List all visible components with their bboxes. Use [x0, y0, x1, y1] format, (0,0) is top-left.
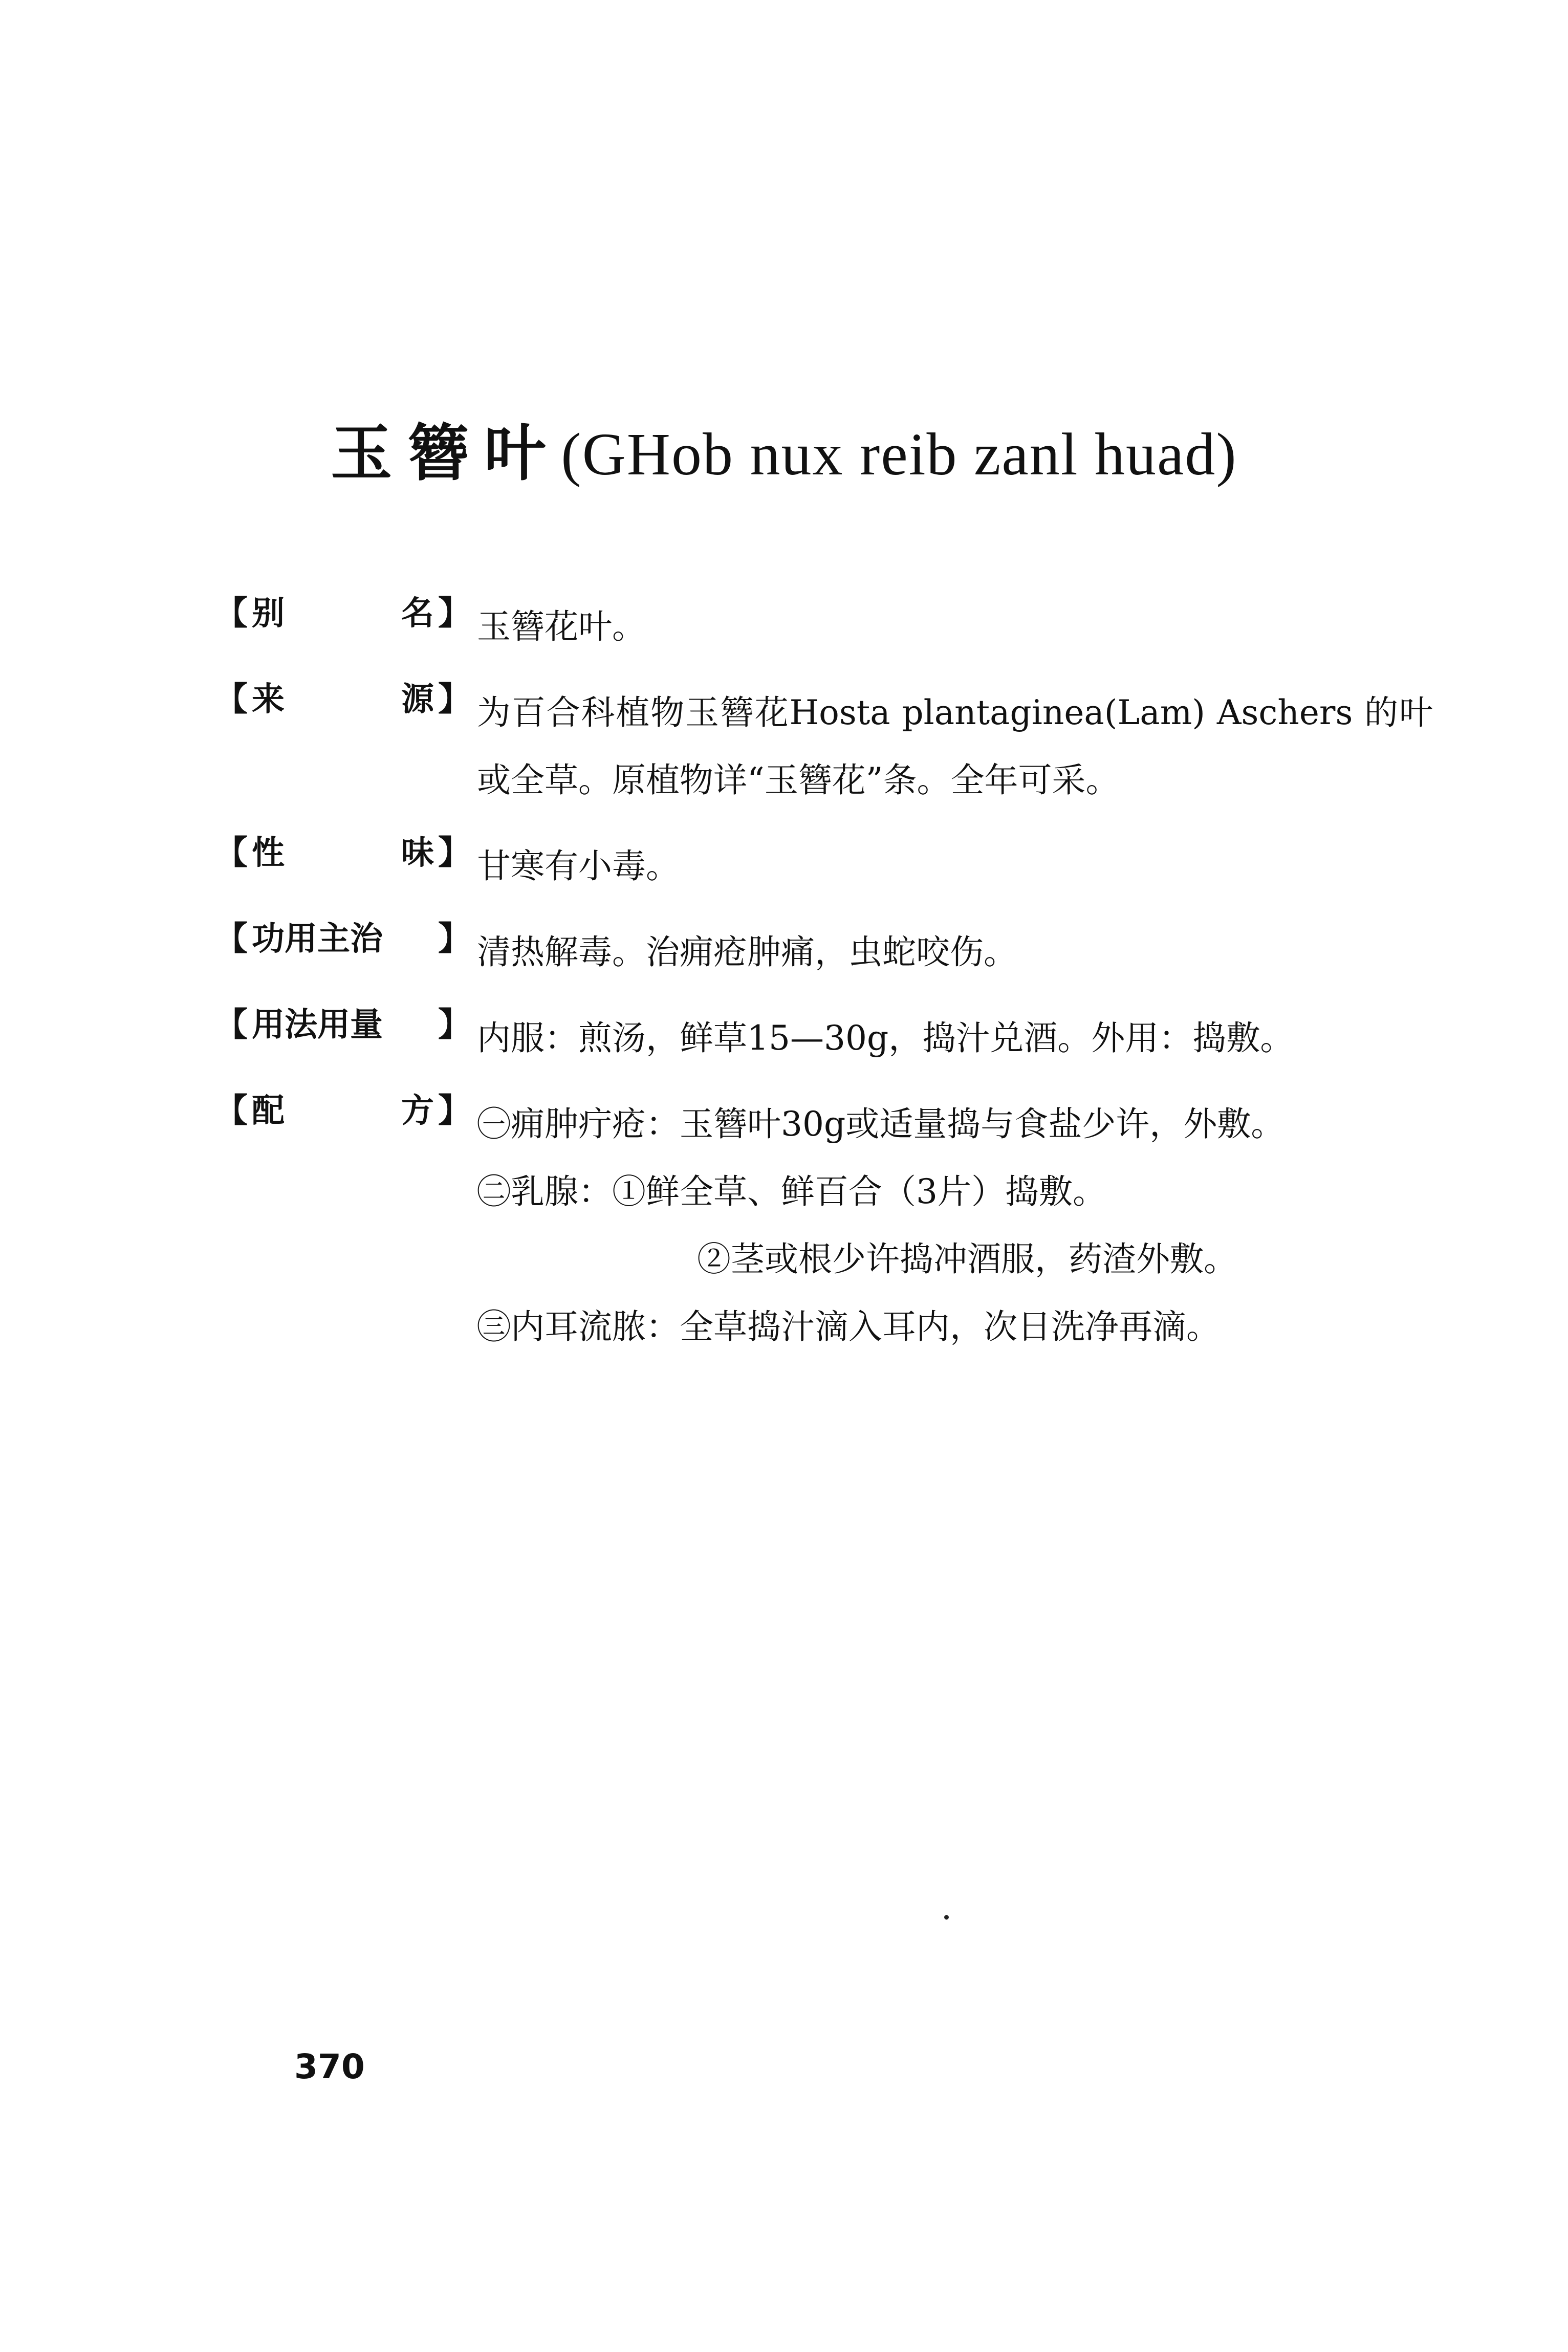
title-chinese: 玉簪叶	[331, 418, 561, 489]
title-romanization: (GHob nux reib zanl huad)	[561, 421, 1237, 488]
section-dosage	[215, 1005, 1433, 1072]
section-content: 玉簪花叶。	[477, 607, 646, 646]
section-content: 内服：煎汤，鲜草15—30g，捣汁兑酒。外用：捣敷。	[477, 1018, 1294, 1058]
section-prescription	[215, 1091, 1433, 1361]
section-label: 【 性 味 】	[215, 834, 471, 872]
section-alias	[215, 593, 1433, 661]
section-content: 甘寒有小毒。	[477, 846, 680, 886]
entry-sections	[215, 595, 1433, 1392]
section-function	[215, 919, 1433, 986]
section-label: 【 功用主治 】	[215, 920, 471, 958]
section-content	[477, 1091, 1433, 1361]
prescription-subitem: ②茎或根少许捣冲酒服，药渣外敷。	[697, 1239, 1237, 1279]
section-taste	[215, 833, 1433, 900]
page-number: 370	[294, 2047, 365, 2086]
section-label: 【 用法用量 】	[215, 1006, 471, 1044]
section-label: 【 别 名 】	[215, 595, 471, 633]
section-label: 【 配 方 】	[215, 1092, 471, 1130]
print-speck	[944, 1915, 949, 1920]
section-source	[215, 679, 1433, 814]
prescription-item: ㊀痈肿疔疮：玉簪叶30g或适量捣与食盐少许，外敷。	[477, 1104, 1285, 1144]
prescription-item: ㊂内耳流脓：全草捣汁滴入耳内，次日洗净再滴。	[477, 1307, 1220, 1346]
entry-title	[0, 404, 1568, 492]
section-content: 为百合科植物玉簪花Hosta plantaginea(Lam) Aschers 的叶或全草。原植物详“玉簪花”条。全年可采。	[477, 693, 1433, 800]
section-content: 清热解毒。治痈疮肿痛，虫蛇咬伤。	[477, 932, 1017, 972]
section-label: 【 来 源 】	[215, 681, 471, 718]
prescription-item: ㊁乳腺：①鲜全草、鲜百合（3片）捣敷。	[477, 1172, 1106, 1211]
